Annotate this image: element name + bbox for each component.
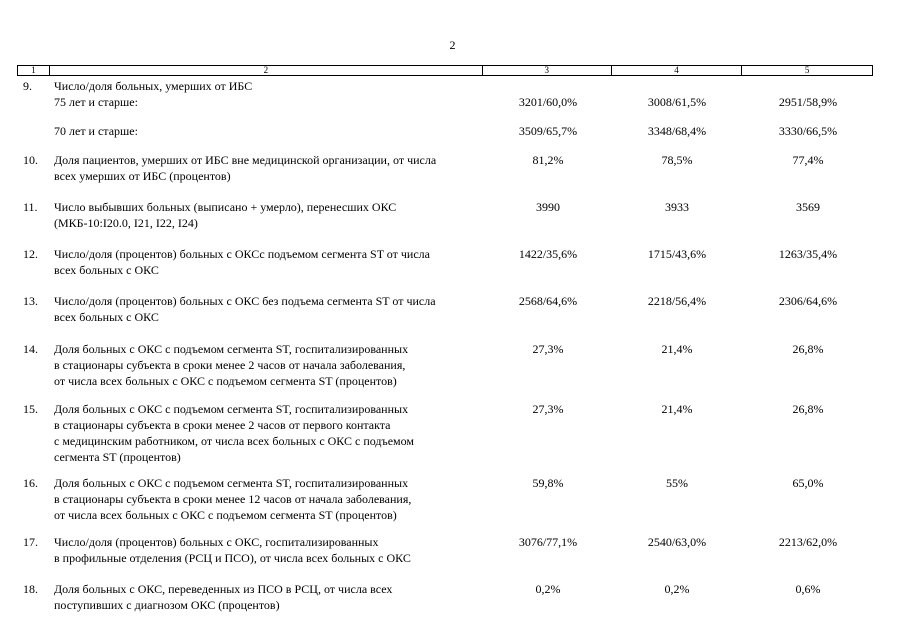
value-col-4: 3008/61,5% [647, 95, 707, 109]
page-number: 2 [449, 38, 456, 52]
value-col-3: 81,2% [532, 153, 564, 167]
value-col-5: 65,0% [792, 476, 824, 490]
value-col-4: 21,4% [661, 402, 693, 416]
value-col-5: 26,8% [792, 402, 824, 416]
row-number: 15. [23, 402, 38, 416]
value-col-3: 1422/35,6% [518, 247, 578, 261]
value-col-4: 21,4% [661, 342, 693, 356]
value-col-4: 2218/56,4% [647, 294, 707, 308]
row-number: 10. [23, 153, 38, 167]
value-col-3: 27,3% [532, 342, 564, 356]
row-number: 11. [23, 200, 38, 214]
row-description: Число/доля больных, умерших от ИБС 75 лет и старше: [54, 79, 253, 109]
row-number: 12. [23, 247, 38, 261]
value-col-3: 3990 [536, 200, 560, 214]
header-col-4: 4 [612, 66, 743, 75]
value-col-3: 3509/65,7% [518, 124, 578, 138]
value-col-3: 2568/64,6% [518, 294, 578, 308]
row-description: Число/доля (процентов) больных с ОКС без подъема сегмента ST от числа всех больных с ОКС [54, 294, 436, 324]
value-col-4: 0,2% [664, 582, 690, 596]
value-col-5: 26,8% [792, 342, 824, 356]
value-col-3: 3201/60,0% [518, 95, 578, 109]
value-col-4: 1715/43,6% [647, 247, 707, 261]
value-col-4: 78,5% [661, 153, 693, 167]
value-col-3: 3076/77,1% [518, 535, 578, 549]
row-number: 9. [23, 79, 32, 93]
row-description: 70 лет и старше: [54, 124, 138, 138]
header-col-3: 3 [483, 66, 612, 75]
value-col-4: 2540/63,0% [647, 535, 707, 549]
row-description: Доля больных с ОКС с подъемом сегмента ST, госпитализированных в стационары субъекта в сроки менее 2 часов от начала заболевания, от числа всех больных с ОКС с подъемом сегмента ST (процентов) [54, 342, 409, 388]
row-description: Число/доля (процентов) больных с ОКС, госпитализированных в профильные отделения (РСЦ и ПСО), от числа всех больных с ОКС [54, 535, 411, 565]
header-col-5: 5 [804, 65, 810, 75]
row-number: 14. [23, 342, 38, 356]
row-number: 17. [23, 535, 38, 549]
value-col-5: 3330/66,5% [778, 124, 838, 138]
value-col-5: 0,6% [795, 582, 821, 596]
value-col-5: 1263/35,4% [778, 247, 838, 261]
row-description: Доля пациентов, умерших от ИБС вне медицинской организации, от числа всех умерших от ИБС (процентов) [54, 153, 437, 183]
value-col-3: 59,8% [532, 476, 564, 490]
header-col-2: 2 [50, 66, 483, 75]
value-col-3: 27,3% [532, 402, 564, 416]
row-description: Доля больных с ОКС с подъемом сегмента ST, госпитализированных в стационары субъекта в сроки менее 2 часов от первого контакта с медицинским работником, от числа всех больных с ОКС с подъемом сегмента ST (процентов) [54, 402, 415, 464]
value-col-4: 3348/68,4% [647, 124, 707, 138]
row-number: 18. [23, 582, 38, 596]
row-description: Число выбывших больных (выписано + умерло), перенесших ОКС (МКБ-10:I20.0, I21, I22, I24) [54, 200, 397, 230]
value-col-5: 77,4% [792, 153, 824, 167]
value-col-5: 2213/62,0% [778, 535, 838, 549]
value-col-4: 3933 [665, 200, 689, 214]
value-col-4: 55% [666, 476, 688, 490]
header-col-1: 1 [18, 66, 50, 75]
row-description: Доля больных с ОКС, переведенных из ПСО в РСЦ, от числа всех поступивших с диагнозом ОКС (процентов) [54, 582, 393, 612]
row-number: 13. [23, 294, 38, 308]
value-col-5: 3569 [796, 200, 820, 214]
row-description: Число/доля (процентов) больных с ОКСс подъемом сегмента ST от числа всех больных с ОКС [54, 247, 430, 277]
value-col-5: 2306/64,6% [778, 294, 838, 308]
row-number: 16. [23, 476, 38, 490]
value-col-5: 2951/58,9% [778, 95, 838, 109]
table-header [17, 65, 873, 76]
row-description: Доля больных с ОКС с подъемом сегмента ST, госпитализированных в стационары субъекта в сроки менее 12 часов от начала заболевания, от числа всех больных с ОКС с подъемом сегмента ST (процентов) [54, 476, 412, 522]
value-col-3: 0,2% [535, 582, 561, 596]
